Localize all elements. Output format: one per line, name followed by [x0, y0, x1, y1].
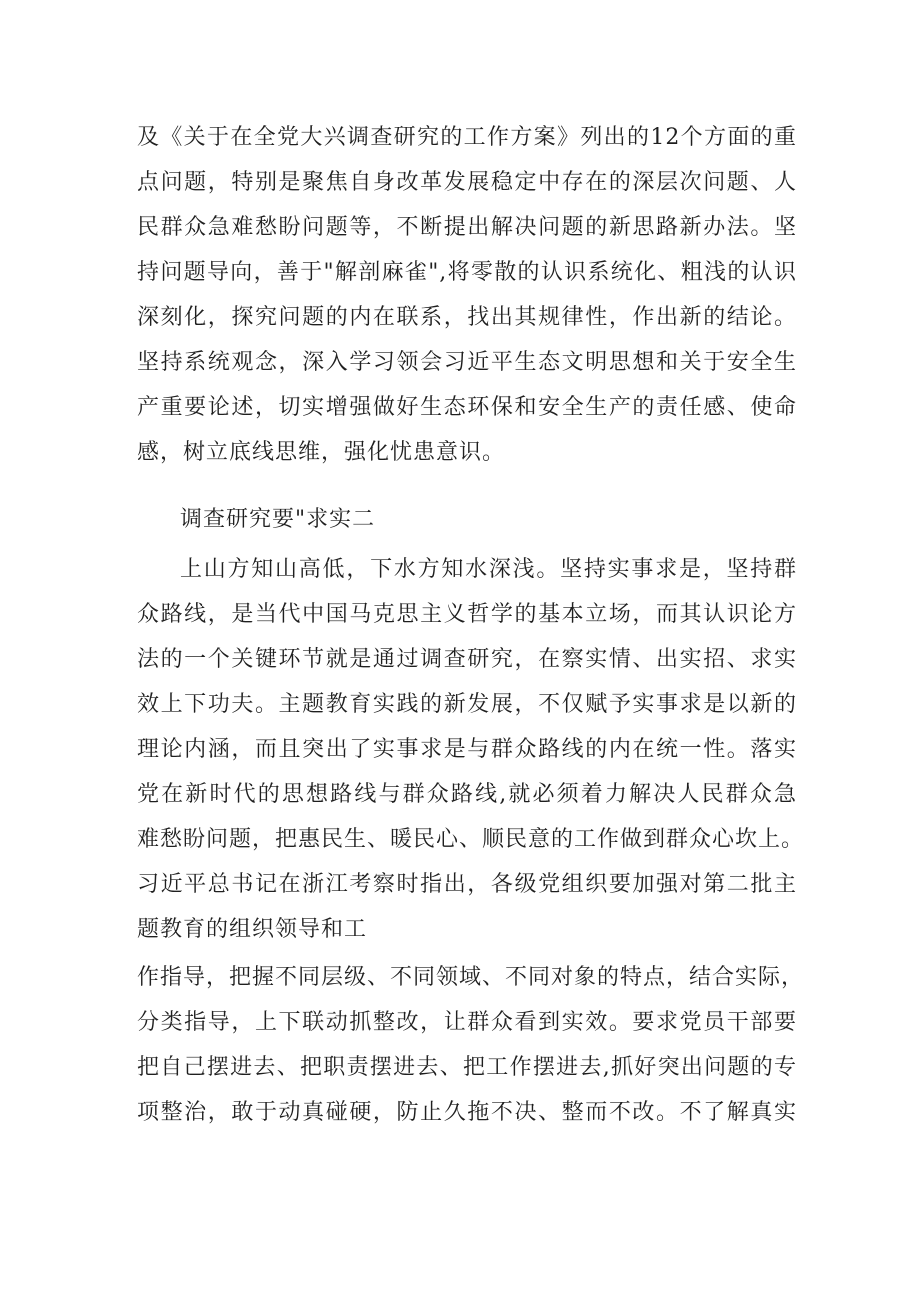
paragraph-1-line-2: 点问题，特别是聚焦自身改革发展稳定中存在的深层次问题、人 [137, 170, 797, 195]
paragraph-1-line-4: 持问题导向，善于"解剖麻雀",将零散的认识系统化、粗浅的认识 [137, 260, 797, 285]
paragraph-2-line-3: 法的一个关键环节就是通过调查研究，在察实情、出实招、求实 [137, 647, 797, 672]
paragraph-3-line-4: 项整治，敢于动真碰硬，防止久拖不决、整而不改。不了解真实 [137, 1100, 797, 1125]
paragraph-2-line-6: 党在新时代的思想路线与群众路线,就必须着力解决人民群众急 [137, 782, 797, 807]
paragraph-2-line-4: 效上下功夫。主题教育实践的新发展，不仅赋予实事求是以新的 [137, 692, 797, 717]
paragraph-1-line-7: 产重要论述，切实增强做好生态环保和安全生产的责任感、使命 [137, 395, 797, 420]
paragraph-3-line-2: 分类指导，上下联动抓整改，让群众看到实效。要求党员干部要 [137, 1010, 797, 1035]
paragraph-1-line-3: 民群众急难愁盼问题等，不断提出解决问题的新思路新办法。坚 [137, 215, 797, 240]
paragraph-3-line-3: 把自己摆进去、把职责摆进去、把工作摆进去,抓好突出问题的专 [137, 1055, 797, 1080]
section-heading: 调查研究要"求实二 [180, 507, 376, 532]
paragraph-2-line-9: 题教育的组织领导和工 [137, 917, 368, 942]
paragraph-2-line-1: 上山方知山高低，下水方知水深浅。坚持实事求是，坚持群 [180, 557, 797, 582]
paragraph-1-line-5: 深刻化，探究问题的内在联系，找出其规律性，作出新的结论。 [137, 305, 797, 330]
paragraph-3-line-1: 作指导，把握不同层级、不同领域、不同对象的特点，结合实际， [137, 965, 805, 990]
paragraph-2-line-2: 众路线，是当代中国马克思主义哲学的基本立场，而其认识论方 [137, 602, 797, 627]
paragraph-1-line-1: 及《关于在全党大兴调查研究的工作方案》列出的12个方面的重 [137, 125, 797, 150]
paragraph-1-line-8: 感，树立底线思维，强化忧患意识。 [137, 440, 506, 465]
paragraph-1-line-6: 坚持系统观念，深入学习领会习近平生态文明思想和关于安全生 [137, 350, 797, 375]
paragraph-2-line-8: 习近平总书记在浙江考察时指出，各级党组织要加强对第二批主 [137, 872, 797, 897]
paragraph-2-line-5: 理论内涵，而且突出了实事求是与群众路线的内在统一性。落实 [137, 737, 797, 762]
paragraph-2-line-7: 难愁盼问题，把惠民生、暖民心、顺民意的工作做到群众心坎上。 [137, 827, 805, 852]
